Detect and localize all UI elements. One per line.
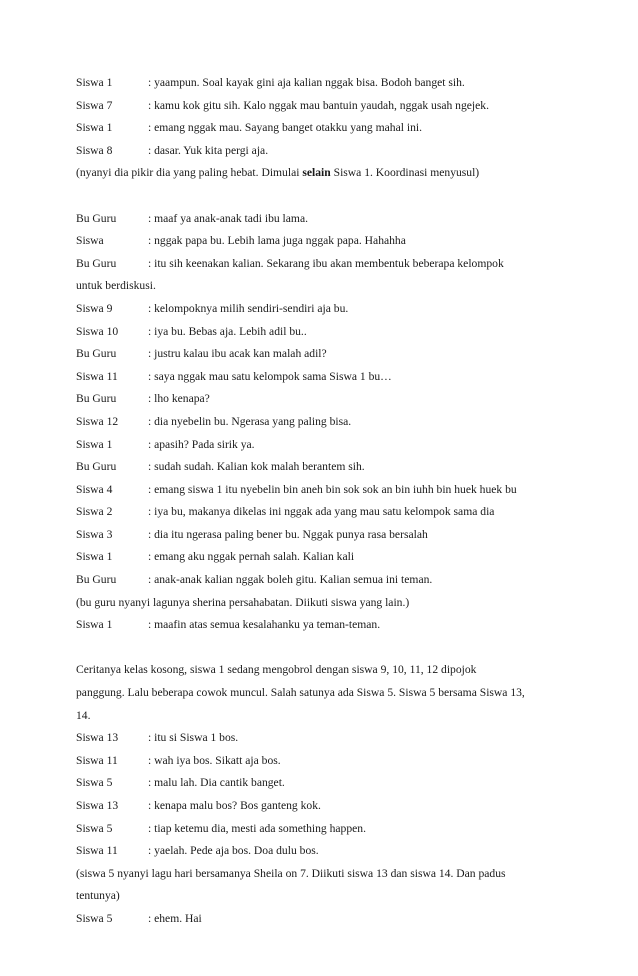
paragraph-gap bbox=[76, 637, 576, 660]
speaker-name: Bu Guru bbox=[76, 573, 117, 587]
speaker-name: Siswa 2 bbox=[76, 505, 113, 519]
dialogue-line bbox=[76, 795, 576, 818]
dialogue-line bbox=[76, 366, 576, 389]
script-page bbox=[76, 72, 576, 931]
dialogue-text: : kamu kok gitu sih. Kalo nggak mau bantuin yaudah, nggak usah ngejek. bbox=[148, 98, 489, 112]
dialogue-text: : wah iya bos. Sikatt aja bos. bbox=[148, 753, 281, 767]
dialogue-text: : maafin atas semua kesalahanku ya teman-teman. bbox=[148, 618, 381, 632]
stage-direction-line: (siswa 5 nyanyi lagu hari bersamanya Sheila on 7. Diikuti siswa 13 dan siswa 14. Dan padus bbox=[76, 866, 506, 880]
dialogue-wrap: untuk berdiskusi. bbox=[76, 279, 156, 293]
dialogue-line bbox=[76, 614, 576, 637]
dialogue-line bbox=[76, 208, 576, 231]
dialogue-line bbox=[76, 95, 576, 118]
narration-paragraph bbox=[76, 659, 576, 727]
dialogue-line bbox=[76, 140, 576, 163]
dialogue-block-3 bbox=[76, 298, 576, 592]
speaker-name: Bu Guru bbox=[76, 460, 117, 474]
dialogue-line bbox=[76, 524, 576, 547]
dialogue-line bbox=[76, 772, 576, 795]
dialogue-text: : iya bu. Bebas aja. Lebih adil bu.. bbox=[148, 324, 307, 338]
dialogue-text: : itu sih keenakan kalian. Sekarang ibu akan membentuk beberapa kelompok bbox=[148, 256, 504, 270]
speaker-name: Bu Guru bbox=[76, 211, 117, 225]
dialogue-line bbox=[76, 727, 576, 750]
dialogue-line bbox=[76, 434, 576, 457]
speaker-name: Siswa 5 bbox=[76, 821, 113, 835]
dialogue-text: : justru kalau ibu acak kan malah adil? bbox=[148, 347, 327, 361]
stage-direction-line: tentunya) bbox=[76, 889, 120, 903]
speaker-name: Siswa 10 bbox=[76, 324, 119, 338]
dialogue-block-2 bbox=[76, 208, 576, 298]
dialogue-line bbox=[76, 840, 576, 863]
dialogue-line bbox=[76, 117, 576, 140]
dialogue-text: : ehem. Hai bbox=[148, 911, 202, 925]
speaker-name: Bu Guru bbox=[76, 256, 117, 270]
dialogue-line bbox=[76, 456, 576, 479]
dialogue-text: : iya bu, makanya dikelas ini nggak ada yang mau satu kelompok sama dia bbox=[148, 505, 495, 519]
narration-line: panggung. Lalu beberapa cowok muncul. Salah satunya ada Siswa 5. Siswa 5 bersama Siswa 13, bbox=[76, 686, 525, 700]
dialogue-text: : sudah sudah. Kalian kok malah berantem sih. bbox=[148, 460, 365, 474]
dialogue-line bbox=[76, 253, 576, 276]
dialogue-text: : tiap ketemu dia, mesti ada something happen. bbox=[148, 821, 366, 835]
dialogue-text: : itu si Siswa 1 bos. bbox=[148, 731, 239, 745]
speaker-name: Siswa 3 bbox=[76, 527, 113, 541]
dialogue-line bbox=[76, 479, 576, 502]
speaker-name: Siswa 13 bbox=[76, 799, 119, 812]
dialogue-line bbox=[76, 546, 576, 569]
dialogue-text: : kenapa malu bos? Bos ganteng kok. bbox=[148, 799, 321, 812]
speaker-name: Siswa 7 bbox=[76, 98, 113, 112]
dialogue-text: : dia itu ngerasa paling bener bu. Nggak punya rasa bersalah bbox=[148, 527, 428, 541]
dialogue-block-5 bbox=[76, 727, 576, 863]
dialogue-line bbox=[76, 321, 576, 344]
stage-direction: (nyanyi dia pikir dia yang paling hebat. Dimulai selain Siswa 1. Koordinasi menyusul) bbox=[76, 166, 480, 180]
dialogue-text: : nggak papa bu. Lebih lama juga nggak papa. Hahahha bbox=[148, 234, 406, 248]
dialogue-line bbox=[76, 388, 576, 411]
dialogue-text: : kelompoknya milih sendiri-sendiri aja bu. bbox=[148, 301, 349, 315]
speaker-name: Siswa 5 bbox=[76, 776, 113, 790]
narration-line: Ceritanya kelas kosong, siswa 1 sedang mengobrol dengan siswa 9, 10, 11, 12 dipojok bbox=[76, 663, 477, 677]
dialogue-text: : emang nggak mau. Sayang banget otakku yang mahal ini. bbox=[148, 121, 422, 135]
dialogue-text: : dasar. Yuk kita pergi aja. bbox=[148, 143, 269, 157]
dialogue-line bbox=[76, 411, 576, 434]
dialogue-text: : yaampun. Soal kayak gini aja kalian nggak bisa. Bodoh banget sih. bbox=[148, 76, 465, 89]
dialogue-line bbox=[76, 343, 576, 366]
dialogue-line bbox=[76, 569, 576, 592]
narration-line: 14. bbox=[76, 708, 91, 722]
speaker-name: Siswa 5 bbox=[76, 911, 113, 925]
speaker-name: Siswa 11 bbox=[76, 753, 118, 767]
speaker-name: Siswa bbox=[76, 234, 104, 248]
paragraph-gap bbox=[76, 185, 576, 208]
dialogue-text: : apasih? Pada sirik ya. bbox=[148, 437, 255, 451]
speaker-name: Siswa 11 bbox=[76, 844, 118, 858]
dialogue-text: : anak-anak kalian nggak boleh gitu. Kalian semua ini teman. bbox=[148, 573, 433, 587]
speaker-name: Siswa 11 bbox=[76, 369, 118, 383]
dialogue-line bbox=[76, 908, 576, 931]
speaker-name: Siswa 4 bbox=[76, 482, 113, 496]
dialogue-text: : dia nyebelin bu. Ngerasa yang paling bisa. bbox=[148, 414, 352, 428]
stage-direction: (bu guru nyanyi lagunya sherina persahabatan. Diikuti siswa yang lain.) bbox=[76, 595, 410, 609]
dialogue-text: : maaf ya anak-anak tadi ibu lama. bbox=[148, 211, 308, 225]
dialogue-line bbox=[76, 501, 576, 524]
speaker-name: Siswa 1 bbox=[76, 76, 113, 89]
speaker-name: Bu Guru bbox=[76, 392, 117, 406]
speaker-name: Siswa 1 bbox=[76, 550, 113, 564]
dialogue-text: : lho kenapa? bbox=[148, 392, 210, 406]
dialogue-line bbox=[76, 750, 576, 773]
speaker-name: Siswa 1 bbox=[76, 437, 113, 451]
speaker-name: Siswa 1 bbox=[76, 618, 113, 632]
speaker-name: Bu Guru bbox=[76, 347, 117, 361]
dialogue-text: : emang siswa 1 itu nyebelin bin aneh bin sok sok an bin iuhh bin huek huek bu bbox=[148, 482, 517, 496]
speaker-name: Siswa 1 bbox=[76, 121, 113, 135]
speaker-name: Siswa 8 bbox=[76, 143, 113, 157]
dialogue-text: : malu lah. Dia cantik banget. bbox=[148, 776, 285, 790]
dialogue-line bbox=[76, 818, 576, 841]
bold-word: selain bbox=[302, 166, 331, 180]
dialogue-line bbox=[76, 298, 576, 321]
speaker-name: Siswa 13 bbox=[76, 731, 119, 745]
dialogue-line bbox=[76, 230, 576, 253]
dialogue-text: : saya nggak mau satu kelompok sama Siswa 1 bu… bbox=[148, 369, 392, 383]
speaker-name: Siswa 12 bbox=[76, 414, 119, 428]
dialogue-line bbox=[76, 72, 576, 95]
dialogue-block-1 bbox=[76, 72, 576, 162]
dialogue-text: : emang aku nggak pernah salah. Kalian kali bbox=[148, 550, 355, 564]
speaker-name: Siswa 9 bbox=[76, 301, 113, 315]
dialogue-text: : yaelah. Pede aja bos. Doa dulu bos. bbox=[148, 844, 319, 858]
